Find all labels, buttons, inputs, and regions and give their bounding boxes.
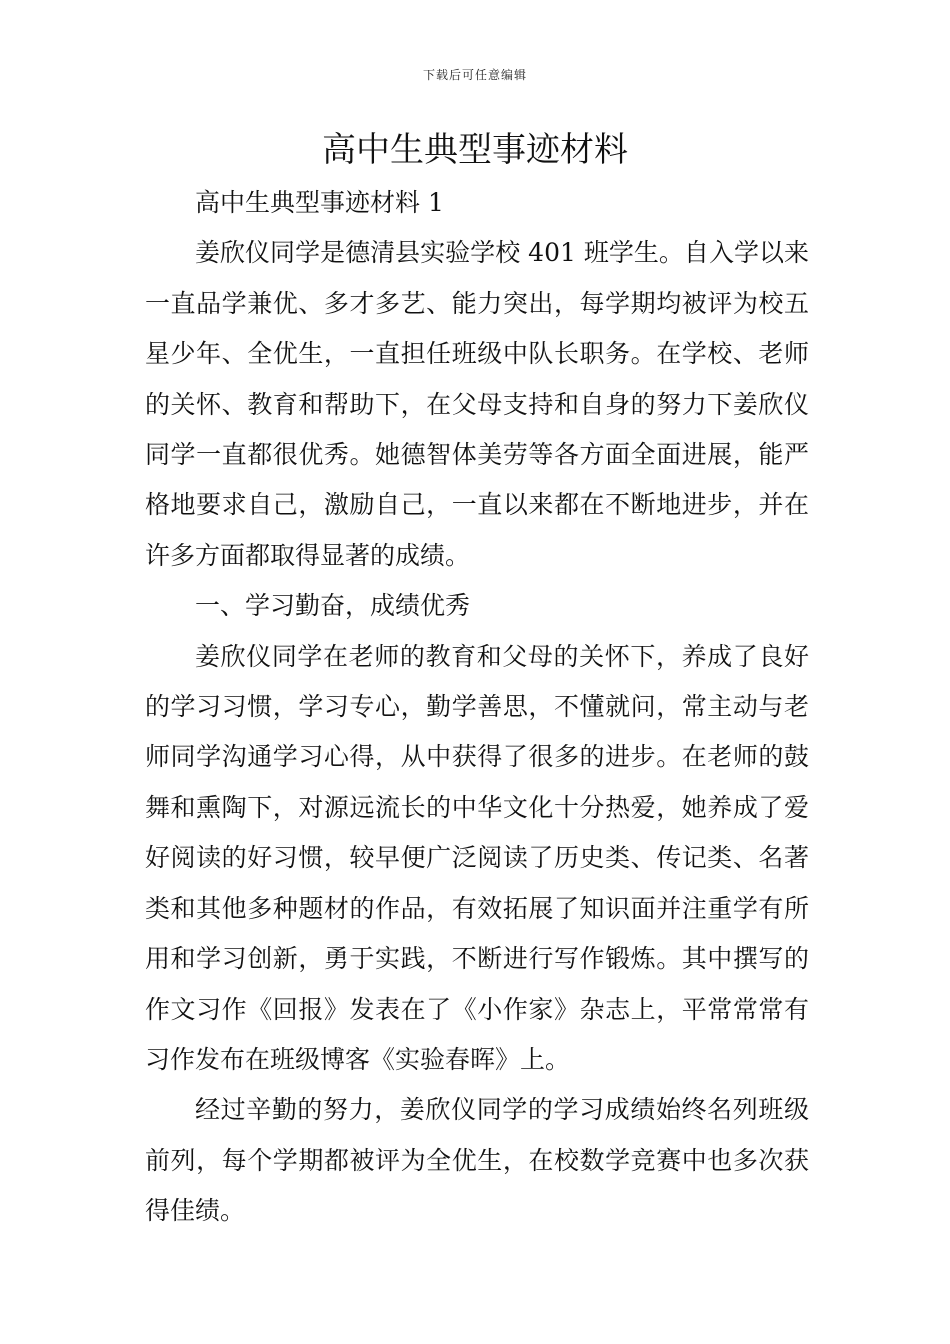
results-paragraph: 经过辛勤的努力，姜欣仪同学的学习成绩始终名列班级前列，每个学期都被评为全优生，在校数学竞赛中也多次获得佳绩。 (145, 1095, 809, 1226)
section-heading: 一、学习勤奋，成绩优秀 (195, 591, 471, 621)
intro-paragraph: 姜欣仪同学是德清县实验学校 401 班学生。自入学以来一直品学兼优、多才多艺、能力突出，每学期均被评为校五星少年、全优生，一直担任班级中队长职务。在学校、老师的关怀、教育和帮助下，在父母支持和自身的努力下姜欣仪同学一直都很优秀。她德智体美劳等各方面全面进展，能严格地要求自己，激励自己，一直以来都在不断地进步，并在许多方面都取得显著的成绩。 (145, 238, 809, 570)
header-note: 下载后可任意编辑 (422, 68, 527, 82)
document-title: 高中生典型事迹材料 (322, 130, 628, 170)
subtitle-paragraph: 高中生典型事迹材料 1 (195, 188, 444, 217)
study-paragraph: 姜欣仪同学在老师的教育和父母的关怀下，养成了良好的学习习惯，学习专心，勤学善思，不懂就问，常主动与老师同学沟通学习心得，从中获得了很多的进步。在老师的鼓舞和熏陶下，对源远流长的中华文化十分热爱，她养成了爱好阅读的好习惯，较早便广泛阅读了历史类、传记类、名著类和其他多种题材的作品，有效拓展了知识面并注重学有所用和学习创新，勇于实践，不断进行写作锻炼。其中撰写的作文习作《回报》发表在了《小作家》杂志上，平常常常有习作发布在班级博客《实验春晖》上。 (145, 641, 809, 1074)
document-body (145, 178, 809, 1237)
